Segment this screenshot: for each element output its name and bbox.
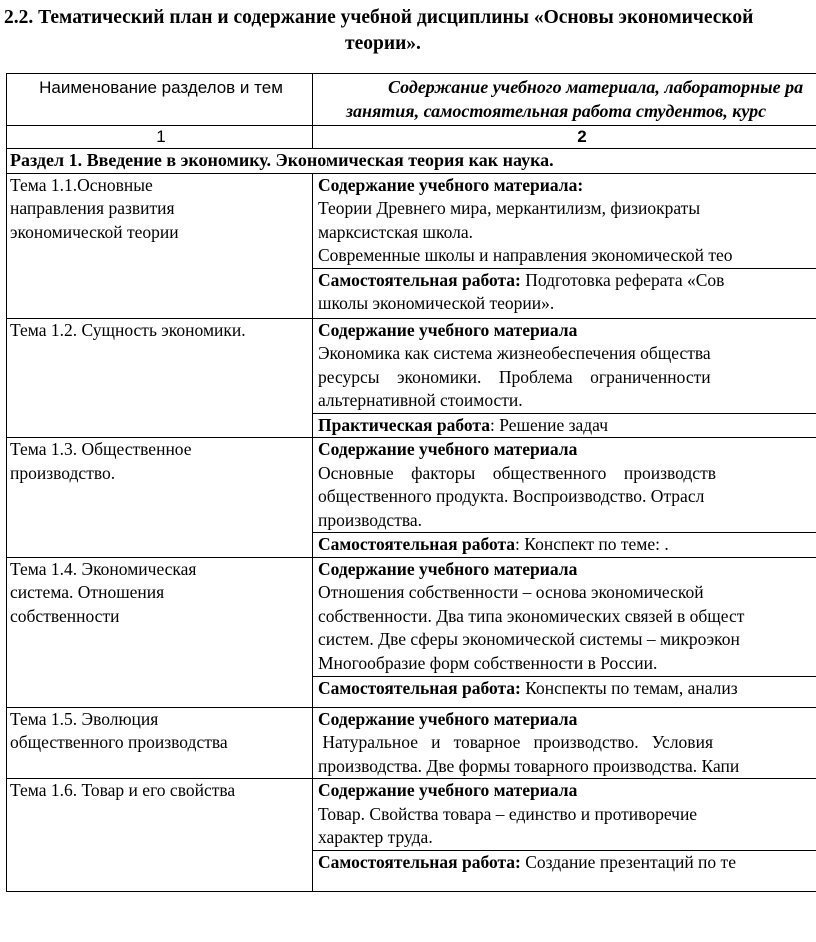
topic-content — [313, 438, 816, 533]
topic-row — [7, 557, 816, 676]
content-line: систем. Две сферы экономической системы – микроэкон — [318, 629, 740, 649]
content-line: ресурсы экономики. Проблема ограниченности — [318, 366, 711, 387]
topic-content — [313, 779, 816, 851]
work-label: Практическая работа — [318, 414, 490, 435]
topic-row — [7, 318, 816, 413]
work-text: : Решение задач — [489, 414, 609, 435]
topic-title-line: система. Отношения — [10, 582, 165, 602]
content-label: Содержание учебного материала — [318, 558, 578, 579]
topic-work — [313, 676, 816, 707]
heading-line-1: 2.2. Тематический план и содержание учебной дисциплины «Основы экономической — [4, 7, 754, 28]
topic-title-line: Тема 1.2. Сущность экономики. — [10, 319, 246, 340]
work-line: школы экономической теории». — [318, 293, 555, 313]
content-label: Содержание учебного материала — [318, 780, 578, 800]
work-first-line — [318, 851, 816, 875]
section-row — [7, 149, 816, 174]
topic-title — [7, 779, 313, 892]
work-label: Самостоятельная работа: — [318, 677, 521, 698]
topic-title-line: Тема 1.6. Товар и его свойства — [10, 780, 236, 800]
content-line: собственности. Два типа экономических связей в общест — [318, 605, 745, 626]
topic-content — [313, 707, 816, 779]
topic-row — [7, 779, 816, 851]
content-label: Содержание учебного материала: — [318, 174, 584, 195]
work-label: Самостоятельная работа — [318, 534, 516, 554]
topic-work — [313, 533, 816, 558]
topic-content — [313, 173, 816, 268]
topic-title-line: общественного производства — [10, 732, 228, 752]
content-line: Современные школы и направления экономической тео — [318, 245, 733, 265]
topic-title — [7, 318, 313, 438]
content-line: Многообразие форм собственности в России. — [318, 652, 658, 673]
work-text: : Конспект по теме: . — [515, 534, 669, 554]
work-text: Конспекты по темам, анализ — [520, 677, 738, 698]
column-number-2: 2 — [313, 126, 816, 149]
work-label: Самостоятельная работа: — [318, 851, 521, 872]
work-first-line — [318, 533, 816, 557]
topic-title-line: Тема 1.5. Эволюция — [10, 708, 159, 729]
topic-content — [313, 318, 816, 413]
topic-title — [7, 707, 313, 779]
column-header-sections: Наименование разделов и тем — [7, 74, 313, 126]
content-line: Теории Древнего мира, меркантилизм, физиократы — [318, 198, 701, 218]
topic-row — [7, 707, 816, 779]
content-line: характер труда. — [318, 827, 433, 847]
topic-title — [7, 557, 313, 707]
content-header-line-1: Содержание учебного материала, лабораторные ра — [388, 77, 804, 97]
content-line: Натуральное и товарное производство. Условия — [318, 732, 713, 752]
topic-content — [313, 557, 816, 676]
heading-line-2: теории». — [345, 33, 421, 54]
work-text: Создание презентаций по те — [520, 851, 736, 872]
column-number-1: 1 — [7, 126, 313, 149]
work-first-line — [318, 677, 816, 701]
content-line: общественного продукта. Воспроизводство. Отрасл — [318, 486, 705, 506]
topic-work — [313, 268, 816, 318]
topic-row — [7, 173, 816, 268]
topic-title-line: Тема 1.3. Общественное — [10, 439, 192, 459]
work-first-line — [318, 414, 816, 438]
section-title: Раздел 1. Введение в экономику. Экономическая теория как наука. — [7, 149, 816, 174]
column-number-row — [7, 126, 816, 149]
topic-title-line: Тема 1.1.Основные — [10, 174, 153, 195]
topic-title-line: экономической теории — [10, 221, 179, 242]
topic-work — [313, 850, 816, 891]
topic-title-line: направления развития — [10, 198, 175, 218]
topic-row — [7, 438, 816, 533]
thematic-plan-table — [6, 73, 816, 892]
content-line: производства. — [318, 509, 423, 530]
content-line: Основные факторы общественного производств — [318, 462, 716, 483]
work-text: Подготовка реферата «Сов — [520, 269, 725, 290]
content-label: Содержание учебного материала — [318, 439, 578, 459]
topic-title-line: производство. — [10, 462, 116, 483]
content-header-line-2: занятия, самостоятельная работа студентов, курс — [346, 100, 767, 121]
content-label: Содержание учебного материала — [318, 319, 578, 340]
column-header-content — [313, 74, 816, 126]
topic-title-line: Тема 1.4. Экономическая — [10, 558, 197, 579]
content-line: Отношения собственности – основа экономической — [318, 582, 704, 602]
topic-work — [313, 413, 816, 438]
work-first-line — [318, 269, 816, 293]
content-line: марксистская школа. — [318, 221, 473, 242]
content-line: Товар. Свойства товара – единство и противоречие — [318, 803, 698, 824]
content-line: альтернативной стоимости. — [318, 390, 523, 410]
content-line: Экономика как система жизнеобеспечения общества — [318, 343, 711, 363]
topic-title-line: собственности — [10, 605, 120, 626]
topic-title — [7, 438, 313, 558]
work-label: Самостоятельная работа: — [318, 269, 521, 290]
topic-title — [7, 173, 313, 318]
header-row — [7, 74, 816, 126]
content-label: Содержание учебного материала — [318, 708, 578, 729]
content-line: производства. Две формы товарного производства. Капи — [318, 755, 740, 776]
